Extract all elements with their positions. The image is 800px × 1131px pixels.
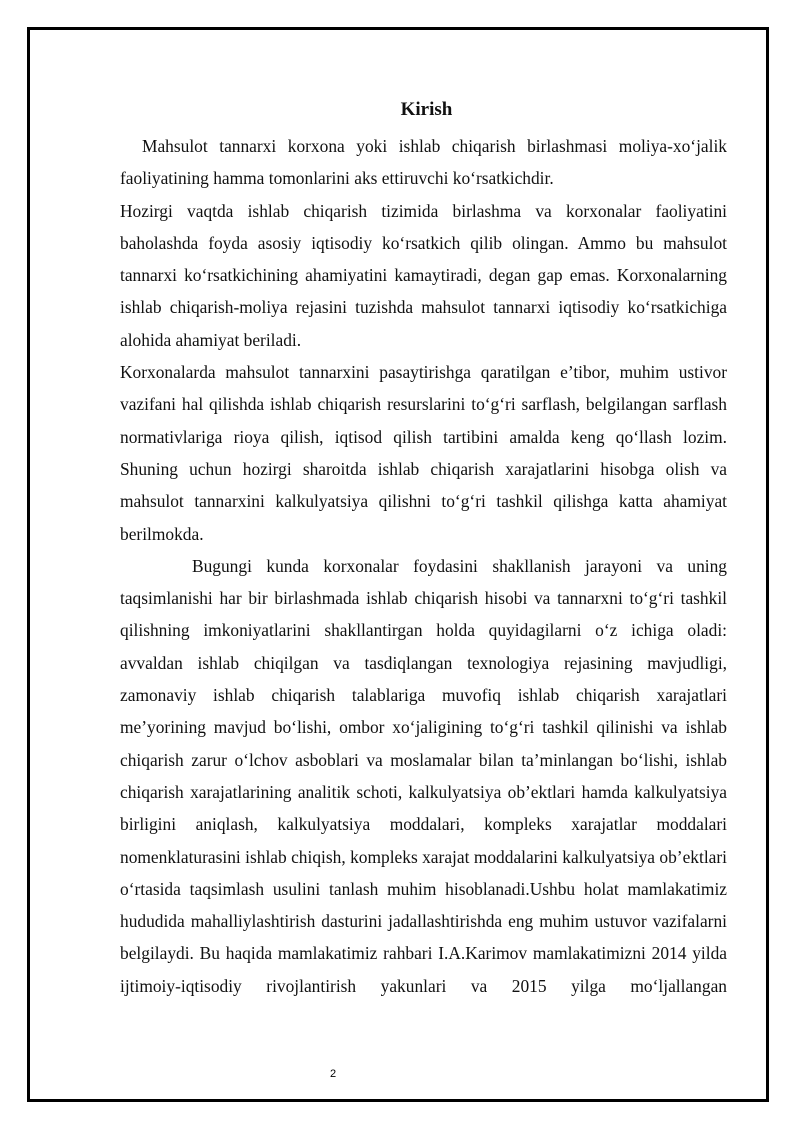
page-title: Kirish [400, 99, 453, 120]
document-body [120, 90, 727, 1002]
page-number: 2 [329, 1068, 337, 1080]
paragraph-2: Hozirgi vaqtda ishlab chiqarish tizimida birlashma va korxonalar faoliyatini baholashda foyda asosiy iqtisodiy ko‘rsatkich qilib olingan. Ammo bu mahsulot tannarxi ko‘rsatkichining ahamiyatini kamaytiradi, degan gap emas. Korxonalarning ishlab chiqarish-moliya rejasini tuzishda mahsulot tannarxi iqtisodiy ko‘rsatkichiga alohida ahamiyat beriladi. [120, 200, 727, 350]
paragraph-1: Mahsulot tannarxi korxona yoki ishlab chiqarish birlashmasi moliya-xo‘jalik faoliyatining hamma tomonlarini aks ettiruvchi ko‘rsatkichdir. [120, 136, 727, 189]
paragraph-3: Korxonalarda mahsulot tannarxini pasaytirishga qaratilgan e’tibor, muhim ustivor vazifani hal qilishda ishlab chiqarish resurslarini to‘g‘ri sarflash, belgilangan sarflash normativlariga rioya qilish, iqtisod qilish tartibini amalda keng qo‘llash lozim. Shuning uchun hozirgi sharoitda ishlab chiqarish xarajatlarini hisobga olish va mahsulot tannarxini kalkulyatsiya qilishni to‘g‘ri tashkil qilishga katta ahamiyat berilmokda. [120, 362, 727, 544]
paragraph-4: Bugungi kunda korxonalar foydasini shakllanish jarayoni va uning taqsimlanishi har bir birlashmada ishlab chiqarish hisobi va tannarxni to‘g‘ri tashkil qilishning imkoniyatlarini shakllantirgan holda quyidagilarni o‘z ichiga oladi: avvaldan ishlab chiqilgan va tasdiqlangan texnologiya rejasining mavjudligi, zamonaviy ishlab chiqarish talablariga muvofiq ishlab chiqarish xarajatlari me’yorining mavjud bo‘lishi, ombor xo‘jaligining to‘g‘ri tashkil qilinishi va ishlab chiqarish zarur o‘lchov asboblari va moslamalar bilan ta’minlangan bo‘lishi, ishlab chiqarish xarajatlarining analitik schoti, kalkulyatsiya ob’ektlari hamda kalkulyatsiya birligini aniqlash, kalkulyatsiya moddalari, kompleks xarajatlar moddalari nomenklaturasini ishlab chiqish, kompleks xarajat moddalarini kalkulyatsiya ob’ektlari o‘rtasida taqsimlash usulini tanlash muhim hisoblanadi.Ushbu holat mamlakatimiz hududida mahalliylashtirish dasturini jadallashtirishda eng muhim ustuvor vazifalarni belgilaydi. Bu haqida mamlakatimiz rahbari I.A.Karimov mamlakatimizni 2014 yilda ijtimoiy-iqtisodiy rivojlantirish yakunlari va 2015 yilga mo‘ljallangan [120, 555, 727, 996]
